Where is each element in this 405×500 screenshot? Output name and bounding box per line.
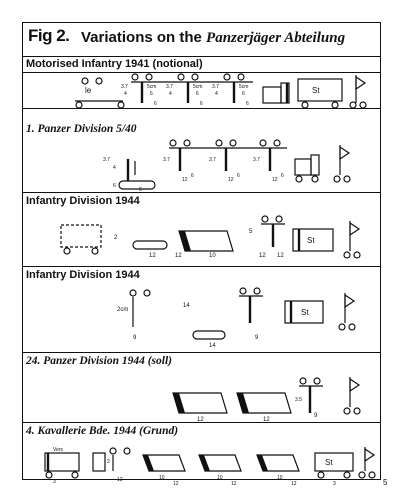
section-title: Infantry Division 1944	[26, 195, 140, 207]
section-title: 24. Panzer Division 1944 (soll)	[26, 355, 172, 367]
label-12: 12	[197, 417, 204, 423]
label-6: 6	[200, 101, 203, 107]
figure-title-plain: Variations on the	[81, 29, 202, 46]
label-2cm: 2cm	[117, 307, 129, 313]
label-3: 3	[333, 481, 336, 487]
label-10: 10	[277, 475, 283, 481]
label-6: 6	[191, 173, 194, 179]
section-symbols	[23, 439, 382, 485]
label-3-5: 3.5	[295, 397, 302, 403]
label-12: 12	[117, 477, 123, 483]
label-9: 9	[133, 335, 137, 341]
label-3-7: 3.7	[103, 157, 110, 163]
label-st: St	[301, 308, 309, 317]
label-4: 4	[113, 165, 116, 171]
label-vers: Vers	[53, 447, 64, 453]
label-12: 12	[259, 253, 266, 259]
label-2: 2	[107, 459, 110, 465]
label-le: le	[85, 86, 92, 95]
label-st: St	[312, 86, 320, 95]
section-title: 1. Panzer Division 5/40	[26, 123, 137, 135]
label-10: 10	[159, 475, 165, 481]
label-st: St	[307, 236, 315, 245]
section-symbols	[23, 211, 382, 267]
label-5cm: 5cm	[239, 84, 249, 90]
label-6: 6	[237, 173, 240, 179]
label-6: 6	[139, 187, 142, 193]
section-title: Motorised Infantry 1941 (notional)	[26, 58, 203, 70]
label-9: 9	[314, 413, 318, 419]
armour-mark	[173, 393, 185, 413]
label-2: 2	[114, 235, 118, 241]
label-4: 4	[215, 91, 218, 97]
label-6: 6	[246, 101, 249, 107]
section-motorised-infantry-1941	[23, 57, 380, 109]
label-5: 5	[249, 229, 253, 235]
label-3-7: 3.7	[212, 84, 219, 90]
figure-frame	[22, 22, 381, 487]
label-12: 12	[277, 253, 284, 259]
armour-mark	[179, 231, 191, 251]
label-5cm: 5cm	[147, 84, 157, 90]
section-title: 4. Kavallerie Bde. 1944 (Grund)	[26, 425, 179, 437]
figure-title-row	[23, 23, 380, 57]
section-infantry-division-1944-b	[23, 267, 380, 353]
label-10: 10	[217, 475, 223, 481]
section-4-kavallerie-bde	[23, 423, 380, 487]
armour-mark	[257, 455, 268, 471]
label-st: St	[325, 458, 333, 467]
label-12: 12	[175, 253, 182, 259]
label-12: 12	[272, 177, 278, 183]
armour-mark	[143, 455, 154, 471]
label-3-7: 3.7	[253, 157, 260, 163]
figure-title-italic: Panzerjäger Abteilung	[206, 30, 346, 46]
label-12: 12	[149, 253, 156, 259]
label-12: 12	[228, 177, 234, 183]
section-1-panzer-division	[23, 109, 380, 193]
section-24-panzer-division	[23, 353, 380, 423]
figure-title	[81, 29, 345, 47]
label-6: 6	[113, 183, 116, 189]
section-title: Infantry Division 1944	[26, 269, 140, 281]
label-3-7: 3.7	[166, 84, 173, 90]
label-6: 6	[242, 91, 245, 97]
label-10: 10	[209, 253, 216, 259]
label-3-7: 3.7	[163, 157, 170, 163]
label-4: 4	[169, 91, 172, 97]
label-6: 6	[150, 91, 153, 97]
label-3: 3	[53, 479, 56, 485]
page-number: 5	[383, 478, 388, 487]
label-12: 12	[231, 481, 237, 487]
section-infantry-division-1944-a	[23, 193, 380, 267]
label-6: 6	[196, 91, 199, 97]
label-12: 12	[173, 481, 179, 487]
label-3-7: 3.7	[121, 84, 128, 90]
label-6: 6	[281, 173, 284, 179]
label-12: 12	[182, 177, 188, 183]
section-symbols	[23, 73, 382, 109]
label-9: 9	[255, 335, 259, 341]
section-symbols	[23, 287, 382, 357]
label-12: 12	[263, 417, 270, 423]
label-3-7: 3.7	[209, 157, 216, 163]
label-5cm: 5cm	[193, 84, 203, 90]
label-12: 12	[291, 481, 297, 487]
armour-mark	[199, 455, 210, 471]
label-6: 6	[154, 101, 157, 107]
label-14: 14	[183, 303, 190, 309]
label-4: 4	[124, 91, 127, 97]
label-14: 14	[209, 343, 216, 349]
armour-mark	[237, 393, 249, 413]
figure-label: Fig 2.	[28, 26, 70, 45]
section-symbols	[23, 371, 382, 423]
